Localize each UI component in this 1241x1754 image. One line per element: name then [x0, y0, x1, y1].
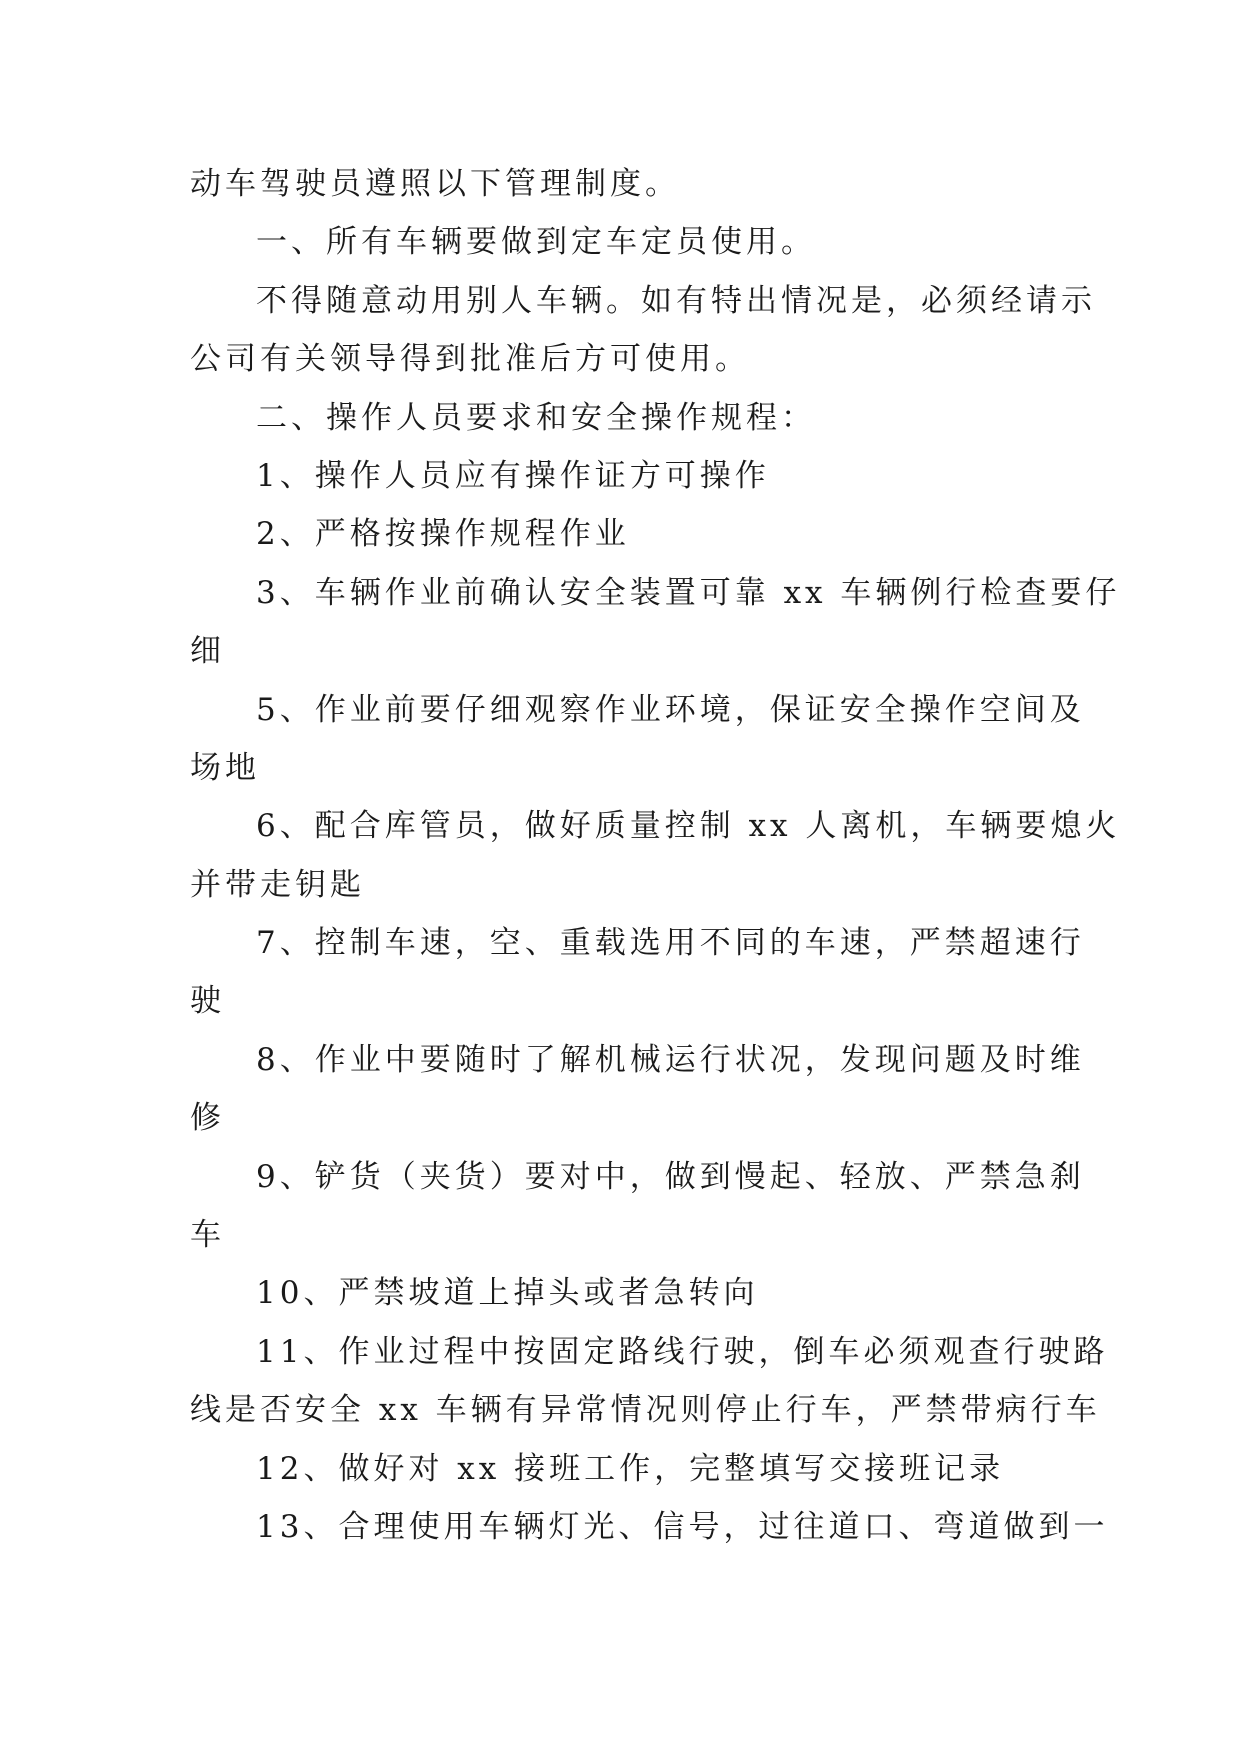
text-line: 7、控制车速，空、重载选用不同的车速，严禁超速行: [256, 925, 1085, 962]
text-line: 并带走钥匙: [190, 866, 365, 903]
text-line: 12、做好对 xx 接班工作，完整填写交接班记录: [256, 1450, 1005, 1487]
text-line: 不得随意动用别人车辆。如有特出情况是，必须经请示: [256, 282, 1096, 319]
text-line: 1、操作人员应有操作证方可操作: [256, 457, 770, 494]
text-line: 11、作业过程中按固定路线行驶，倒车必须观查行驶路: [256, 1333, 1109, 1370]
text-line: 驶: [190, 983, 225, 1020]
text-line: 公司有关领导得到批准后方可使用。: [190, 341, 750, 378]
text-line: 一、所有车辆要做到定车定员使用。: [256, 224, 816, 261]
text-line: 5、作业前要仔细观察作业环境，保证安全操作空间及: [256, 691, 1085, 728]
text-line: 动车驾驶员遵照以下管理制度。: [190, 166, 680, 202]
text-line: 9、铲货（夹货）要对中，做到慢起、轻放、严禁急刹: [256, 1158, 1085, 1195]
text-line: 二、操作人员要求和安全操作规程：: [256, 399, 816, 436]
document-body: [190, 155, 1121, 1556]
text-line: 线是否安全 xx 车辆有异常情况则停止行车，严禁带病行车: [190, 1392, 1101, 1429]
text-line: 10、严禁坡道上掉头或者急转向: [256, 1275, 759, 1312]
text-line: 细: [190, 633, 225, 670]
text-line: 场地: [190, 749, 260, 786]
text-line: 13、合理使用车辆灯光、信号，过往道口、弯道做到一: [256, 1508, 1109, 1545]
text-line: 8、作业中要随时了解机械运行状况，发现问题及时维: [256, 1041, 1085, 1078]
text-line: 3、车辆作业前确认安全装置可靠 xx 车辆例行检查要仔: [256, 574, 1121, 611]
text-line: 车: [190, 1217, 225, 1254]
text-line: 修: [190, 1100, 225, 1137]
text-line: 2、严格按操作规程作业: [256, 516, 630, 553]
text-line: 6、配合库管员，做好质量控制 xx 人离机，车辆要熄火: [256, 808, 1121, 845]
